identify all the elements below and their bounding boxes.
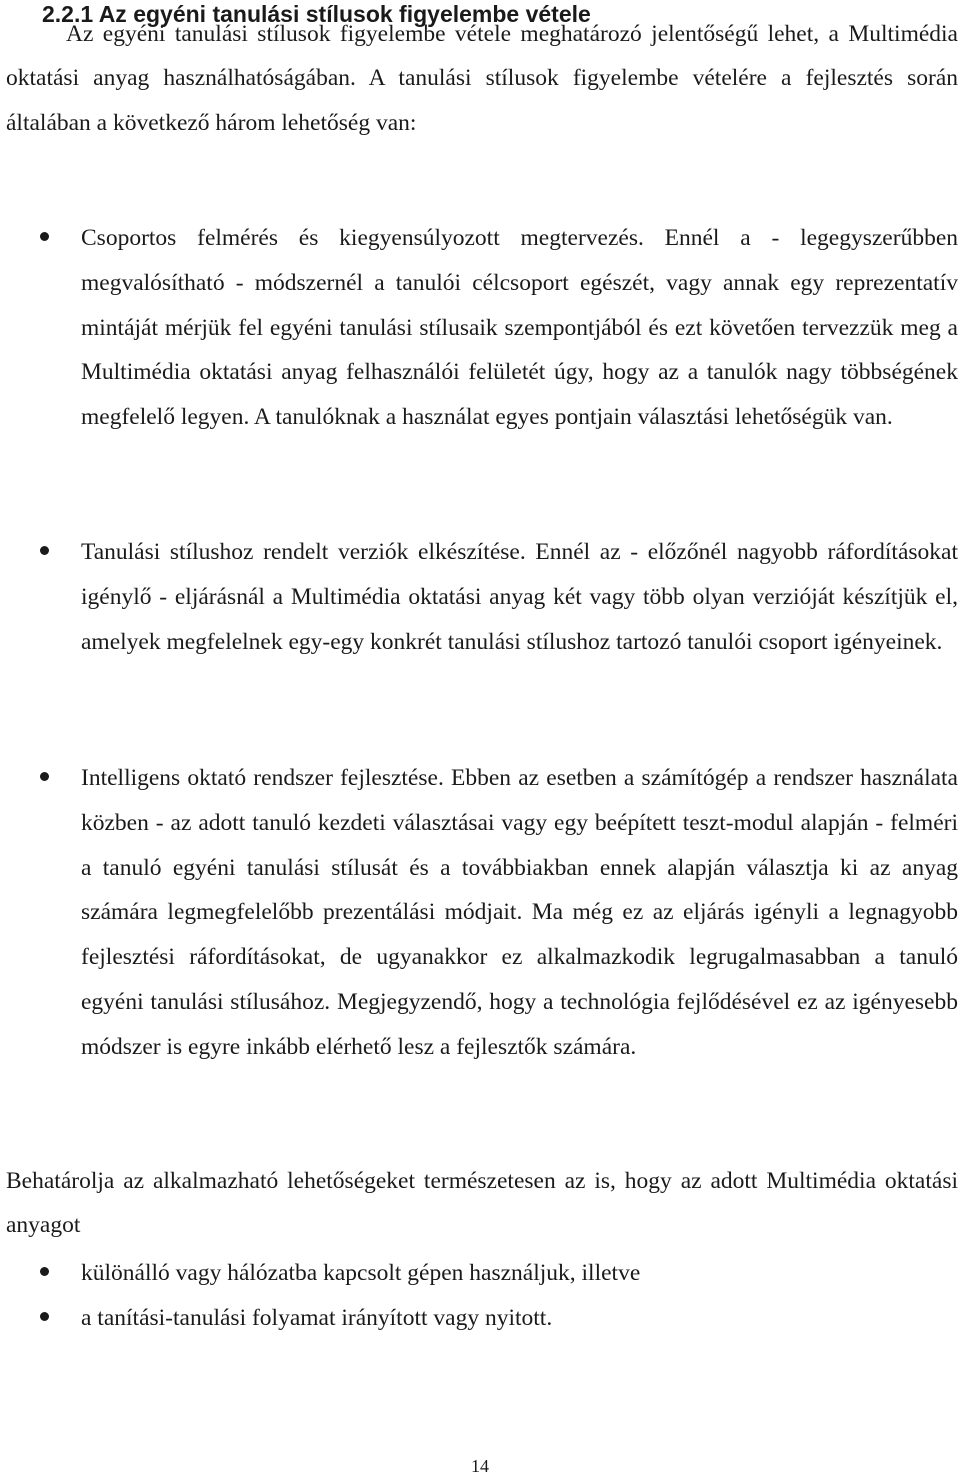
scope-paragraph: Behatárolja az alkalmazható lehetőségeket természetesen az is, hogy az adott Multimédia oktatási anyagot: [6, 1168, 958, 1239]
list-item-text: a tanítási-tanulási folyamat irányított vagy nyitott.: [81, 1305, 553, 1331]
bullet-icon: [40, 546, 49, 555]
list-item-text: Intelligens oktató rendszer fejlesztése. Ebben az esetben a számítógép a rendszer használata közben - az adott tanuló kezdeti választásai vagy egy beépített teszt-modul alapján - felméri a tanuló egyéni tanulási stílusát és a továbbiakban ennek alapján választja ki az anyag számára legmegfelelőbb prezentálási módjait. Ma még ez az eljárás igényli a legnagyobb fejlesztési ráfordításokat, de ugyanakkor ez alkalmazkodik legrugalmasabban a tanuló egyéni tanulási stílusához. Megjegyzendő, hogy a technológia fejlődésével ez az igényesebb módszer is egyre inkább elérhető lesz a fejlesztők számára.: [81, 765, 958, 1060]
intro-paragraph: Az egyéni tanulási stílusok figyelembe vétele meghatározó jelentőségű lehet, a Multimédia oktatási anyag használhatóságában. A tanulási stílusok figyelembe vételére a fejlesztés során általában a következő három lehetőség van:: [6, 21, 958, 136]
bullet-icon: [40, 772, 49, 781]
section-heading: 2.2.1 Az egyéni tanulási stílusok figyelembe vétele: [42, 1, 591, 27]
list-item-text: Tanulási stílushoz rendelt verziók elkészítése. Ennél az - előzőnél nagyobb ráfordításokat igénylő - eljárásnál a Multimédia oktatási anyag két vagy több olyan verzióját készítjük el, amelyek megfelelnek egy-egy konkrét tanulási stílushoz tartozó tanulói csoport igényeinek.: [81, 539, 958, 655]
list-item-text: különálló vagy hálózatba kapcsolt gépen használjuk, illetve: [81, 1260, 641, 1286]
bullet-icon: [40, 232, 49, 241]
list-item-text: Csoportos felmérés és kiegyensúlyozott megtervezés. Ennél a - legegyszerűbben megvalósítható - módszernél a tanulói célcsoport egészét, vagy annak egy reprezentatív mintáját mérjük fel egyéni tanulási stílusaik szempontjából és ezt követően tervezzük meg a Multimédia oktatási anyag felhasználói felületét úgy, hogy az a tanulók nagy többségének megfelelő legyen. A tanulóknak a használat egyes pontjain választási lehetőségük van.: [81, 225, 958, 431]
page-number: 14: [471, 1456, 489, 1476]
bullet-icon: [40, 1267, 49, 1276]
bullet-icon: [40, 1312, 49, 1321]
